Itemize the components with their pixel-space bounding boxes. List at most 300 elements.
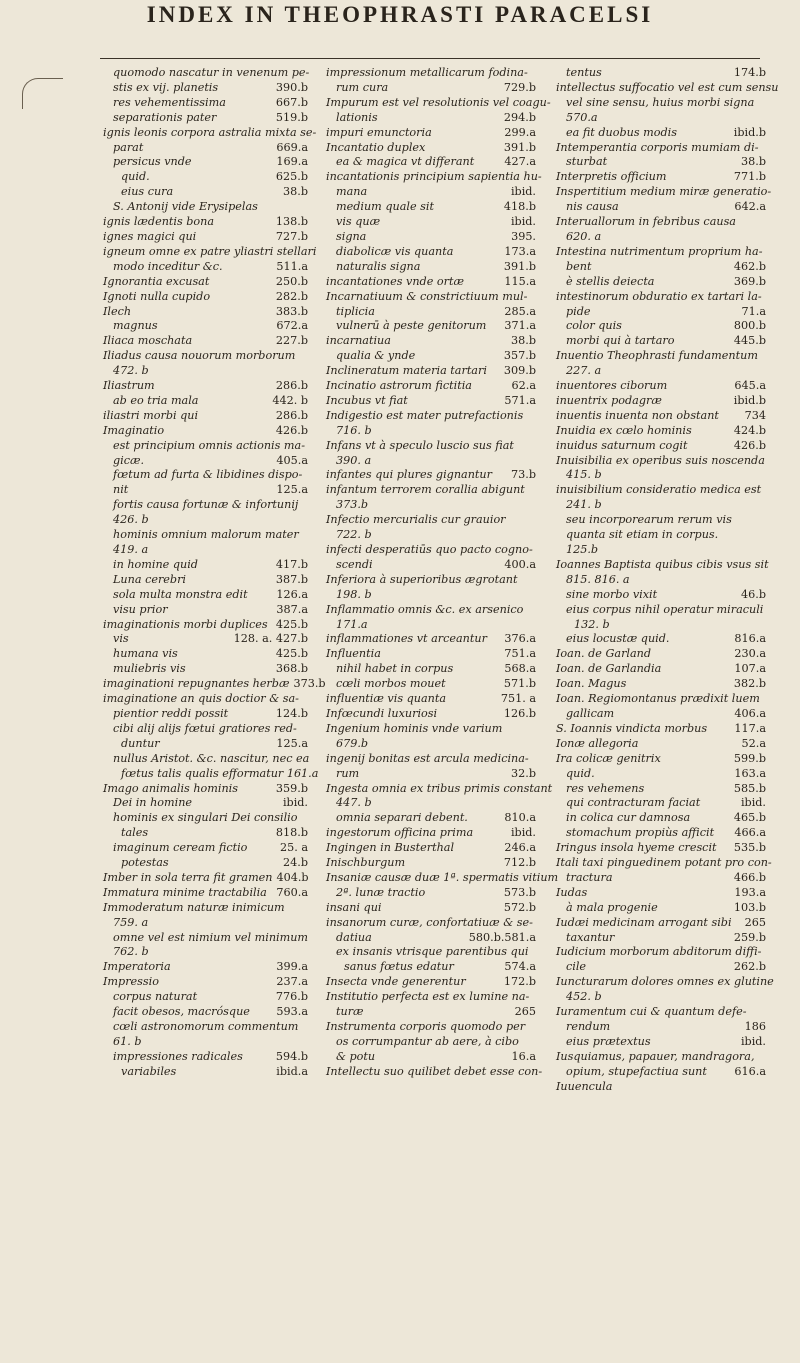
entry-term: 570.a: [566, 110, 598, 124]
entry-page-ref: 727.b: [275, 229, 308, 243]
entry-page-ref: 286.b: [275, 408, 308, 422]
entry-page-ref: 593.a: [276, 1005, 308, 1019]
entry-term: fœtum ad furta & libidines dispo-: [113, 468, 303, 482]
entry-term: Infœcundi luxuriosi: [326, 706, 438, 720]
entry-term: sturbat: [566, 155, 608, 169]
index-entry: [103, 766, 319, 782]
entry-term: inuisibilium consideratio medica est: [556, 483, 762, 497]
entry-page-ref: 286.b: [275, 379, 308, 393]
index-entry: [326, 483, 536, 498]
entry-term: 171.a: [336, 617, 368, 631]
page-header: INDEX IN THEOPHRASTI PARACELSI: [146, 2, 654, 27]
entry-page-ref: 810.a: [504, 811, 536, 825]
entry-term: Iliadus causa nouorum morborum: [103, 349, 296, 363]
entry-term: incantationes vnde ortæ: [326, 274, 464, 288]
entry-page-ref: 359.b: [275, 781, 308, 795]
entry-term: impuri emunctoria: [326, 125, 432, 139]
entry-term: cile: [566, 960, 587, 974]
entry-page-ref: [762, 468, 766, 483]
entry-term: in homine quid: [113, 557, 198, 571]
index-entry: [326, 990, 536, 1005]
entry-page-ref: 390.b: [275, 80, 308, 94]
entry-page-ref: [763, 603, 767, 618]
entry-term: Luna cerebri: [113, 572, 187, 586]
index-entry: [556, 960, 766, 975]
entry-page-ref: 265: [514, 1005, 536, 1019]
index-entry: [556, 483, 766, 498]
entry-page-ref: 299.a: [504, 125, 536, 139]
entry-page-ref: 38.b: [283, 185, 308, 199]
entry-page-ref: [532, 409, 536, 424]
entry-term: Imaginatio: [103, 423, 165, 437]
index-entry: [556, 945, 766, 960]
entry-page-ref: [304, 528, 308, 543]
entry-page-ref: 669.a: [276, 140, 308, 154]
index-entry: [103, 319, 308, 334]
index-entry: [103, 200, 308, 215]
entry-page-ref: [762, 945, 766, 960]
index-entry: [556, 1020, 766, 1035]
entry-term: hominis omnium malorum mater: [113, 528, 299, 542]
entry-term: Iliastrum: [103, 379, 155, 393]
index-entry: [326, 737, 536, 752]
index-entry: [326, 334, 536, 349]
entry-term: vis quæ: [336, 215, 381, 229]
entry-term: Iusquiamus, papauer, mandragora,: [556, 1049, 755, 1063]
entry-term: Impressio: [103, 975, 159, 989]
entry-term: ingenij bonitas est arcula medicina-: [326, 751, 529, 765]
index-entry: [556, 319, 766, 334]
entry-page-ref: 126.a: [276, 587, 308, 601]
index-entry: [556, 1065, 766, 1080]
index-entry: [326, 752, 536, 767]
entry-page-ref: 246.a: [504, 841, 536, 855]
entry-page-ref: 616.a: [734, 1064, 766, 1078]
entry-term: Inspertitium medium miræ generatio-: [556, 185, 772, 199]
index-entry: [103, 811, 308, 826]
index-entry: [556, 990, 766, 1005]
entry-page-ref: [532, 722, 536, 737]
entry-term: Immatura minime tractabilia: [103, 885, 267, 899]
entry-page-ref: 466.a: [734, 826, 766, 840]
entry-term: & potu: [336, 1049, 376, 1063]
entry-page-ref: [762, 230, 766, 245]
index-entry: [326, 185, 536, 200]
entry-page-ref: 186: [744, 1020, 766, 1033]
entry-page-ref: 71.a: [741, 304, 766, 318]
entry-page-ref: 285.a: [504, 304, 536, 318]
entry-page-ref: 107.a: [734, 662, 766, 676]
index-entry: [326, 960, 536, 975]
index-entry: [326, 111, 536, 126]
index-entry: [326, 379, 536, 394]
entry-term: 452. b: [566, 990, 602, 1004]
entry-page-ref: [762, 364, 766, 379]
entry-term: vel sine sensu, huius morbi signa: [566, 95, 755, 109]
index-entry: [103, 498, 308, 513]
index-entry: [326, 856, 536, 871]
entry-term: taxantur: [566, 930, 615, 944]
entry-term: Immoderatum naturæ inimicum: [103, 900, 285, 914]
index-entry: [103, 111, 308, 126]
entry-page-ref: 667.b: [275, 95, 308, 109]
index-entry: [556, 826, 766, 841]
index-entry: [326, 945, 536, 960]
index-entry: [556, 66, 766, 81]
entry-term: datiua: [336, 930, 372, 944]
entry-term: Incantatio duplex: [326, 140, 426, 154]
index-entry: [556, 722, 766, 737]
entry-term: Iudicium morborum abditorum diffi-: [556, 945, 762, 959]
entry-term: 198. b: [336, 587, 372, 601]
index-entry: [326, 707, 536, 722]
index-entry: [326, 588, 536, 603]
entry-term: modo inceditur &c.: [113, 259, 223, 273]
entry-page-ref: [772, 856, 776, 871]
entry-page-ref: 126.b: [503, 706, 536, 720]
index-entry: [326, 468, 536, 483]
index-entry: [326, 364, 536, 379]
entry-term: Instrumenta corporis quomodo per: [326, 1020, 526, 1033]
entry-term: medium quale sit: [336, 200, 434, 214]
entry-term: color quis: [566, 319, 622, 333]
entry-term: Incubus vt fiat: [326, 393, 408, 407]
index-entry: [556, 170, 766, 185]
index-entry: [556, 677, 766, 692]
index-entry: [103, 543, 308, 558]
entry-term: Intestina nutrimentum proprium ha-: [556, 244, 763, 258]
entry-page-ref: [762, 1005, 766, 1020]
entry-page-ref: 25. a: [279, 841, 308, 855]
entry-page-ref: [532, 439, 536, 454]
entry-page-ref: 103.b: [733, 900, 766, 914]
entry-term: vulnerū à peste genitorum: [336, 319, 487, 333]
entry-term: Ilech: [103, 304, 132, 318]
index-entry: [556, 364, 766, 379]
entry-term: Dei in homine: [113, 796, 193, 810]
entry-term: Interpretis officium: [556, 170, 667, 184]
entry-term: eius cura: [121, 185, 174, 199]
entry-term: à mala progenie: [566, 900, 658, 914]
index-entry: [103, 960, 308, 975]
entry-term: cœli astronomorum commentum: [113, 1020, 299, 1033]
index-entry: [326, 454, 536, 469]
entry-term: Inflammatio omnis &c. ex arsenico: [326, 602, 524, 616]
entry-term: infantes qui plures gignantur: [326, 468, 492, 482]
entry-page-ref: 462.b: [733, 259, 766, 273]
entry-page-ref: 373.b: [293, 677, 326, 691]
entry-term: ingestorum officina prima: [326, 826, 474, 840]
index-entry: [103, 647, 308, 662]
entry-page-ref: 424.b: [733, 423, 766, 437]
entry-term: Ignoti nulla cupido: [103, 289, 211, 303]
entry-page-ref: 465.b: [733, 811, 766, 825]
index-entry: [326, 126, 536, 141]
entry-page-ref: 445.b: [733, 334, 766, 348]
entry-page-ref: 571.a: [504, 393, 536, 407]
entry-page-ref: [308, 931, 312, 946]
entry-page-ref: ibid.: [510, 185, 536, 199]
entry-page-ref: 818.b: [275, 826, 308, 840]
index-entry: [326, 275, 536, 290]
entry-term: Ira colicæ genitrix: [556, 751, 661, 765]
entry-page-ref: 391.b: [503, 259, 536, 273]
index-entry: [326, 886, 536, 901]
entry-page-ref: 62.a: [511, 379, 536, 393]
entry-page-ref: ibid.: [740, 1034, 766, 1048]
entry-term: Indigestio est mater putrefactionis: [326, 408, 524, 422]
entry-term: 125.b: [566, 543, 599, 556]
entry-term: Inuidia ex cœlo hominis: [556, 423, 692, 437]
entry-term: nullus Aristot. &c. nascitur, nec ea: [113, 751, 310, 765]
index-entry: [103, 871, 308, 886]
index-entry: [556, 245, 766, 260]
index-entry: [326, 722, 536, 737]
index-entry: [103, 1005, 308, 1020]
entry-term: quanta sit etiam in corpus.: [566, 528, 719, 542]
index-entry: [326, 305, 536, 320]
entry-page-ref: 427.a: [504, 155, 536, 169]
index-entry: [103, 454, 308, 469]
entry-page-ref: 712.b: [503, 856, 536, 870]
index-entry: [556, 916, 766, 931]
entry-term: seu incorporearum rerum vis: [566, 513, 732, 527]
index-entry: [326, 95, 551, 111]
entry-page-ref: ibid.b: [733, 125, 766, 139]
entry-term: Incarnatiuum & constrictiuum mul-: [326, 289, 528, 303]
entry-page-ref: 599.b: [733, 751, 766, 765]
index-entry: [556, 737, 766, 752]
entry-page-ref: 309.b: [503, 364, 536, 378]
entry-term: inuentores ciborum: [556, 379, 668, 393]
entry-term: Imperatoria: [103, 960, 171, 974]
index-entry: [556, 588, 766, 603]
entry-page-ref: 399.a: [276, 960, 308, 974]
entry-page-ref: 172.b: [503, 975, 536, 989]
entry-term: sola multa monstra edit: [113, 587, 248, 601]
index-entry: [326, 349, 536, 364]
index-entry: [326, 603, 536, 618]
entry-page-ref: [532, 752, 536, 767]
entry-page-ref: 573.b: [503, 885, 536, 899]
entry-term: diabolicæ vis quanta: [336, 244, 454, 258]
entry-page-ref: [304, 468, 308, 483]
index-entry: [556, 468, 766, 483]
entry-page-ref: [532, 737, 536, 752]
index-entry: [103, 379, 308, 394]
entry-term: Institutio perfecta est ex lumine na-: [326, 990, 530, 1004]
index-entry: [103, 260, 308, 275]
index-entry: [103, 424, 308, 439]
entry-page-ref: [532, 573, 536, 588]
entry-term: Intemperantia corporis mumiam di-: [556, 140, 759, 154]
index-entry: [556, 573, 766, 588]
entry-page-ref: 672.a: [276, 319, 308, 333]
entry-page-ref: [532, 424, 536, 439]
entry-term: hominis ex singulari Dei consilio: [113, 811, 298, 825]
margin-bracket-mark: [22, 78, 63, 109]
entry-term: omnia separari debent.: [336, 811, 468, 825]
index-entry: [103, 1065, 308, 1080]
index-column-2: [326, 66, 559, 1080]
entry-page-ref: [532, 454, 536, 469]
entry-term: 759. a: [113, 915, 149, 929]
entry-term: Imber in sola terra fit gramen: [103, 870, 273, 884]
index-entry: [326, 513, 536, 528]
entry-page-ref: [774, 975, 778, 990]
entry-page-ref: 535.b: [733, 841, 766, 855]
entry-page-ref: 729.b: [503, 80, 536, 94]
index-entry: [103, 990, 308, 1005]
entry-term: Interuallorum in febribus causa: [556, 215, 736, 229]
index-entry: [556, 618, 766, 633]
entry-page-ref: [304, 349, 308, 364]
entry-term: sanus fœtus edatur: [344, 960, 454, 974]
index-entry: [556, 498, 766, 513]
entry-page-ref: 117.a: [734, 721, 766, 735]
index-entry: [103, 305, 308, 320]
entry-term: bent: [566, 259, 592, 273]
entry-term: ignes magici qui: [103, 229, 197, 243]
entry-page-ref: 642.a: [734, 200, 766, 214]
entry-page-ref: 163.a: [734, 766, 766, 780]
index-entry: [103, 96, 308, 111]
index-entry: [556, 200, 766, 215]
index-entry: [103, 707, 308, 722]
entry-term: Inischburgum: [326, 856, 406, 870]
entry-term: Impurum est vel resolutionis vel coagu-: [326, 95, 551, 109]
index-entry: [326, 662, 536, 677]
index-entry: [556, 647, 766, 662]
entry-page-ref: 16.a: [511, 1049, 536, 1063]
entry-page-ref: ibid.b: [733, 393, 766, 407]
index-entry: [556, 603, 766, 618]
entry-term: lationis: [336, 110, 378, 124]
entry-page-ref: 382.b: [733, 677, 766, 691]
entry-term: 620. a: [566, 229, 602, 243]
entry-term: Ioan. Regiomontanus prædixit luem: [556, 692, 760, 706]
entry-term: res vehementissima: [113, 95, 226, 109]
entry-page-ref: [762, 1080, 766, 1095]
entry-page-ref: 734: [744, 408, 766, 422]
entry-term: visu prior: [113, 602, 168, 616]
entry-term: mana: [336, 185, 368, 199]
entry-term: duntur: [121, 736, 160, 750]
index-entry: [556, 111, 766, 126]
entry-term: 679.b: [336, 736, 369, 750]
entry-term: 390. a: [336, 453, 372, 467]
index-entry: [103, 752, 308, 767]
entry-term: Infectio mercurialis cur grauior: [326, 513, 506, 527]
entry-term: Iudæi medicinam arrogant sibi: [556, 915, 732, 929]
entry-page-ref: 169.a: [276, 155, 308, 169]
entry-page-ref: 751. a: [500, 692, 536, 706]
index-entry: [326, 260, 536, 275]
entry-page-ref: [533, 916, 537, 931]
index-entry: [103, 618, 308, 633]
entry-term: inuentrix podagræ: [556, 393, 662, 407]
index-entry: [103, 677, 326, 692]
entry-term: Inuisibilia ex operibus suis noscenda: [556, 453, 765, 467]
entry-page-ref: [779, 81, 783, 96]
index-entry: [556, 796, 766, 811]
entry-page-ref: [304, 692, 308, 707]
index-entry: [326, 1035, 536, 1050]
entry-term: Ioannes Baptista quibus cibis vsus sit: [556, 557, 769, 571]
entry-term: Iudas: [556, 885, 588, 899]
entry-term: 426. b: [113, 513, 149, 527]
entry-term: opium, stupefactiua sunt: [566, 1064, 707, 1078]
entry-page-ref: 426.b: [733, 438, 766, 452]
entry-term: gicæ.: [113, 453, 145, 467]
entry-term: quid.: [566, 766, 595, 780]
entry-page-ref: 571.b: [503, 677, 536, 691]
index-entry: [326, 618, 536, 633]
entry-page-ref: 426.b: [275, 423, 308, 437]
index-entry: [103, 275, 308, 290]
index-entry: [556, 1005, 766, 1020]
entry-page-ref: 237.a: [276, 975, 308, 989]
index-entry: [326, 692, 536, 707]
index-entry: [326, 767, 536, 782]
entry-term: impressiones radicales: [113, 1049, 243, 1063]
entry-term: res vehemens: [566, 781, 645, 795]
index-entry: [556, 931, 766, 946]
index-entry: [326, 573, 536, 588]
entry-page-ref: 771.b: [733, 170, 766, 184]
entry-page-ref: 404.b: [276, 870, 309, 884]
index-entry: [556, 841, 766, 856]
entry-page-ref: 395.: [511, 229, 536, 243]
index-entry: [556, 557, 769, 573]
entry-page-ref: 24.b: [283, 856, 308, 870]
entry-page-ref: [532, 618, 536, 633]
index-entry: [556, 185, 772, 200]
entry-page-ref: 568.a: [504, 662, 536, 676]
index-entry: [556, 96, 766, 111]
entry-term: Ioan. de Garlandia: [556, 662, 662, 676]
entry-term: Insecta vnde generentur: [326, 975, 466, 989]
index-entry: [103, 244, 317, 260]
entry-term: rum cura: [336, 80, 389, 94]
index-entry: [556, 1080, 766, 1095]
entry-term: Ingenium hominis vnde varium: [326, 721, 503, 735]
index-entry: [326, 245, 536, 260]
index-entry: [556, 155, 766, 170]
entry-page-ref: [532, 1035, 536, 1050]
entry-page-ref: ibid.: [510, 826, 536, 840]
index-entry: [103, 155, 308, 170]
index-entry: [556, 856, 772, 871]
entry-term: pientior reddi possit: [113, 706, 229, 720]
entry-term: 2ª. lunæ tractio: [336, 885, 426, 899]
entry-page-ref: 466.b: [733, 870, 766, 884]
entry-page-ref: 405.a: [276, 453, 308, 467]
index-entry: [326, 439, 536, 454]
entry-term: facit obesos, macrósque: [113, 1005, 250, 1019]
entry-term: imaginum ceream fictio: [113, 841, 248, 855]
entry-page-ref: 816.a: [734, 632, 766, 646]
index-entry: [556, 632, 766, 647]
index-entry: [326, 528, 536, 543]
entry-term: iliastri morbi qui: [103, 408, 199, 422]
entry-term: corpus naturat: [113, 990, 198, 1004]
index-entry: [103, 722, 308, 737]
index-entry: [103, 901, 308, 916]
index-entry: [326, 200, 536, 215]
index-entry: [326, 931, 536, 946]
index-entry: [103, 185, 308, 200]
